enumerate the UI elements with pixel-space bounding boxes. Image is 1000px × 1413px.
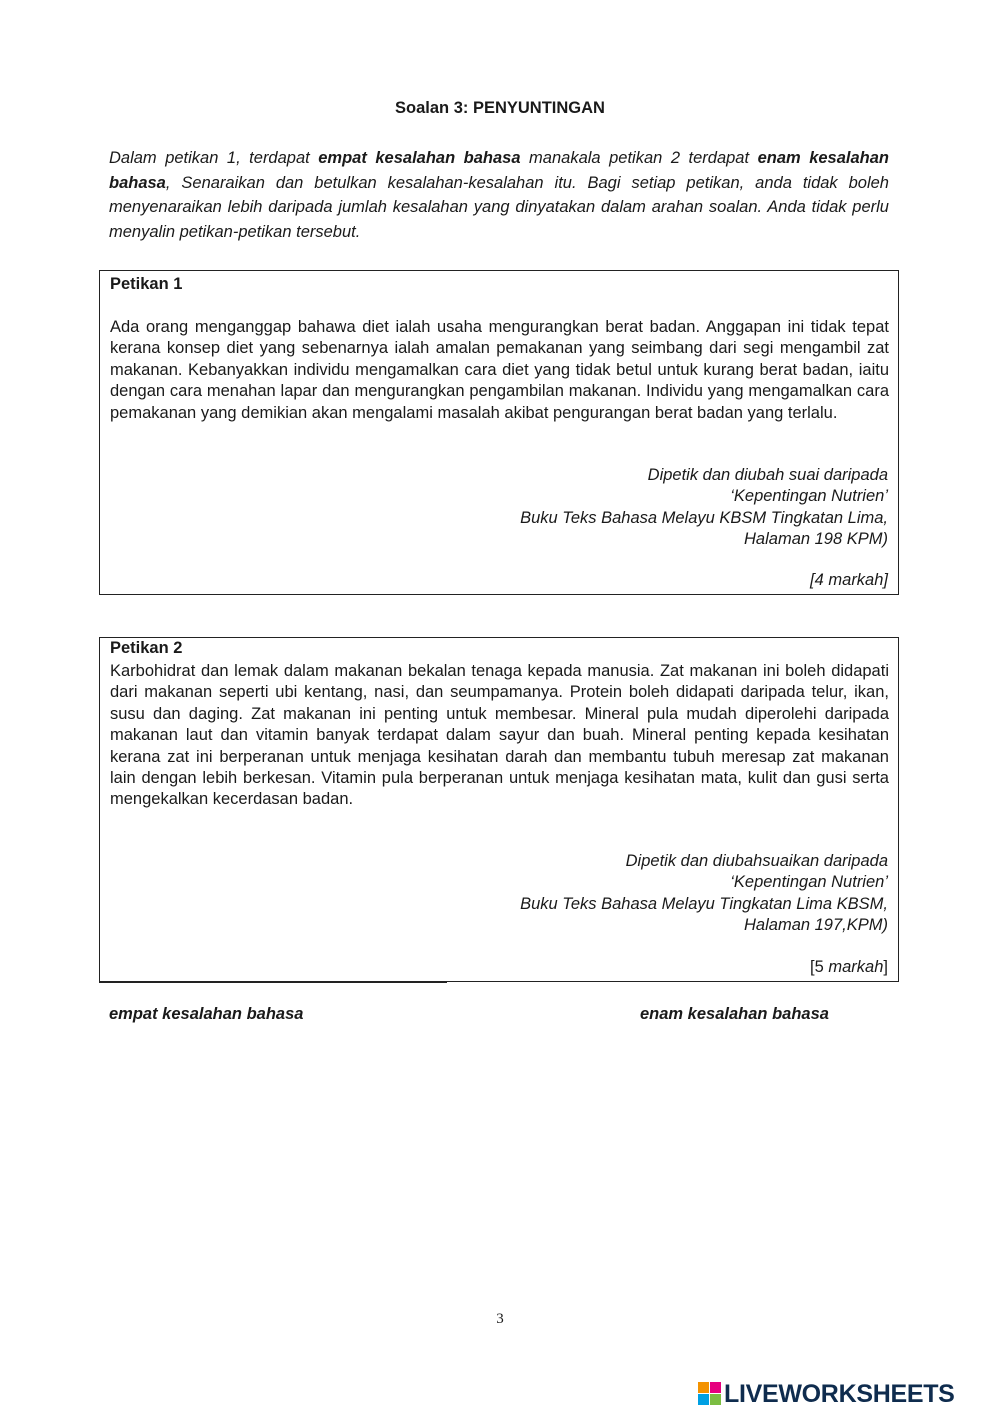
passage-2-source xyxy=(520,851,888,937)
answer-label-passage-2: enam kesalahan bahasa xyxy=(640,1005,829,1023)
passage-1-title: Petikan 1 xyxy=(110,275,183,293)
brand-text: LIVEWORKSHEETS xyxy=(724,1379,955,1408)
instruction-text: manakala petikan 2 terdapat xyxy=(520,149,758,167)
source-line: Dipetik dan diubah suai daripada xyxy=(647,466,888,484)
passage-2-box xyxy=(99,637,899,982)
answer-label-passage-1: empat kesalahan bahasa xyxy=(109,1005,304,1023)
question-instructions xyxy=(109,146,889,245)
marks-word: markah xyxy=(828,958,884,976)
instruction-emphasis: empat kesalahan bahasa xyxy=(318,149,521,167)
passage-1-source xyxy=(520,465,888,551)
marks-close: ] xyxy=(883,958,888,976)
source-line: ‘Kepentingan Nutrien’ xyxy=(730,873,888,892)
divider-line xyxy=(99,981,447,983)
passage-2-marks xyxy=(810,958,888,977)
source-line: Dipetik dan diubahsuaikan daripada xyxy=(625,852,888,870)
passage-1-text: Ada orang menganggap bahawa diet ialah usaha mengurangkan berat badan. Anggapan ini tidak tepat kerana konsep diet yang sebenarnya ialah amalan pemakanan yang seimbang dari segi mengambil zat makanan. Kebanyakkan individu mengamalkan cara diet yang tidak betul untuk kurang berat badan, iaitu dengan cara menahan lapar dan mengurangkan pengambilan makanan. Individu yang mengamalkan cara pemakanan yang demikian akan mengalami masalah akibat pengurangan berat badan yang terlalu. xyxy=(110,318,889,422)
marks-open: [5 xyxy=(810,958,829,976)
passage-2-title: Petikan 2 xyxy=(110,639,183,657)
instruction-text: Dalam petikan 1, terdapat xyxy=(109,149,319,167)
passage-2-text: Karbohidrat dan lemak dalam makanan bekalan tenaga kepada manusia. Zat makanan ini boleh didapati dari makanan seperti ubi kentang, nasi, dan seumpamanya. Protein boleh didapati daripada telur, ikan, susu dan daging. Zat makanan ini penting untuk membesar. Mineral pula mudah diperolehi daripada makanan laut dan vitamin banyak terdapat dalam sayur dan buah. Mineral penting kepada kesihatan kerana zat ini berperanan untuk menjaga kesihatan darah dan membantu tubuh meresap zat makanan lain dengan lebih berkesan. Vitamin pula berperanan untuk menjaga kesihatan mata, kulit dan gusi serta mengekalkan kecerdasan badan. xyxy=(110,662,889,809)
instruction-emphasis: enam kesalahan bahasa xyxy=(109,149,889,192)
source-line: Halaman 198 KPM) xyxy=(744,530,888,549)
source-line: Buku Teks Bahasa Melayu Tingkatan Lima KBSM, xyxy=(520,894,888,913)
passage-1-marks: [4 markah] xyxy=(810,571,888,589)
liveworksheets-logo-icon xyxy=(698,1382,722,1406)
passage-1-box xyxy=(99,270,899,595)
source-line: ‘Kepentingan Nutrien’ xyxy=(730,487,888,506)
question-title: Soalan 3: PENYUNTINGAN xyxy=(395,99,605,117)
instruction-text: , Senaraikan dan betulkan kesalahan-kesalahan itu. Bagi setiap petikan, anda tidak boleh menyenaraikan lebih daripada jumlah kesalahan yang dinyatakan dalam arahan soalan. Anda tidak perlu menyalin petikan-petikan tersebut. xyxy=(109,173,889,242)
page-number: 3 xyxy=(496,1311,504,1327)
source-line: Buku Teks Bahasa Melayu KBSM Tingkatan Lima, xyxy=(520,508,888,527)
source-line: Halaman 197,KPM) xyxy=(744,916,888,935)
liveworksheets-brand xyxy=(698,1378,955,1410)
